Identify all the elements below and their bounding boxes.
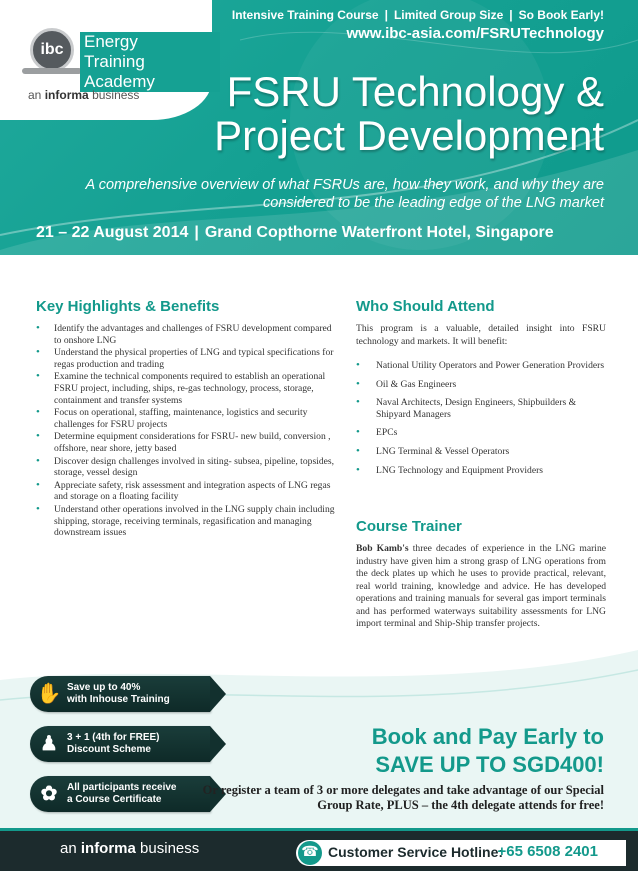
separator: | [194, 224, 199, 241]
informa-prefix: an [28, 88, 42, 102]
list-item: • LNG Technology and Equipment Providers [356, 465, 606, 477]
logo-line-2: Training Academy [80, 52, 220, 92]
list-item: • Examine the technical components required to establish an operational FSRU project, including, ships, re-gas technology, process, storage, containment and transfer systems [36, 371, 336, 406]
title-line-1: FSRU Technology & [226, 68, 604, 115]
hotline-panel[interactable] [296, 840, 626, 866]
list-item: • Understand the physical properties of LNG and typical specifications for regas production and trading [36, 347, 336, 370]
event-venue: Grand Copthorne Waterfront Hotel, Singapore [204, 224, 554, 241]
header-banner [0, 0, 638, 255]
trainer-bio-text: three decades of experience in the LNG marine industry have given him a strong grasp of LNG operations from the deck plates up which he uses to provide practical, relevant, real world training, knowledge and advice. He has developed operations and training manuals for several gas import terminals and has performed waterways suitability assessments for LNG import terminal and Ship-Ship transfer projects. [356, 543, 606, 629]
attend-intro: This program is a valuable, detailed insight into FSRU technology and markets. It will benefit: [356, 323, 606, 347]
ribbon-discount-scheme[interactable] [30, 726, 210, 762]
event-date-venue [36, 224, 554, 242]
highlights-heading: Key Highlights & Benefits [36, 298, 220, 315]
phone-icon: ☎ [298, 841, 322, 865]
list-item: • Naval Architects, Design Engineers, Shipbuilders & Shipyard Managers [356, 397, 606, 420]
trainer-heading: Course Trainer [356, 518, 462, 535]
course-url-link[interactable]: www.ibc-asia.com/FSRUTechnology [346, 25, 604, 42]
page-subtitle [44, 176, 604, 212]
highlights-list [36, 323, 336, 539]
informa-prefix: an [60, 840, 77, 857]
subtitle-line-2: considered to be the leading edge of the LNG market [263, 195, 604, 211]
title-line-2: Project Development [214, 112, 604, 159]
logo-line-1: Energy [80, 32, 220, 52]
list-item: • LNG Terminal & Vessel Operators [356, 446, 606, 458]
group-rate-text: Or register a team of 3 or more delegates and take advantage of our Special Group Rate, PLUS – the 4th delegate attends for free! [202, 783, 604, 812]
ribbon-text [67, 732, 210, 756]
separator: | [509, 8, 513, 22]
informa-brand: informa [44, 88, 89, 102]
list-item: • Focus on operational, staffing, maintenance, logistics and security challenges for FSRU projects [36, 407, 336, 430]
tagline-group-size: Limited Group Size [393, 8, 504, 22]
logo-panel [0, 0, 212, 120]
list-item: • National Utility Operators and Power Generation Providers [356, 360, 606, 372]
trainer-name: Bob Kamb's [356, 543, 409, 554]
tagline-intensive: Intensive Training Course [231, 8, 379, 22]
event-date: 21 – 22 August 2014 [36, 224, 189, 241]
ribbon-line-2: Discount Scheme [67, 744, 151, 755]
ribbon-line-2: a Course Certificate [67, 794, 162, 805]
list-item: • Understand other operations involved in the LNG supply chain including shipping, storage, receiving terminals, regasification and managing downstream issues [36, 504, 336, 539]
book-early-line-1: Book and Pay Early to [371, 724, 604, 749]
course-tagline [232, 8, 604, 22]
ribbon-course-certificate[interactable] [30, 776, 210, 812]
ribbon-line-1: All participants receive [67, 782, 177, 793]
trainer-bio [356, 543, 606, 631]
attend-list [356, 360, 606, 476]
list-item: • EPCs [356, 427, 606, 439]
ribbon-line-1: 3 + 1 (4th for FREE) [67, 732, 160, 743]
presenter-icon: ✋ [36, 683, 62, 705]
separator: | [384, 8, 388, 22]
footer-bar [0, 828, 638, 871]
tagline-book-early: So Book Early! [518, 8, 604, 22]
ribbon-line-1: Save up to 40% [67, 682, 141, 693]
informa-suffix: business [92, 88, 140, 102]
hotline-label: Customer Service Hotline: [328, 844, 504, 860]
list-item: • Identify the advantages and challenges of FSRU development compared to onshore LNG [36, 323, 336, 346]
hotline-number[interactable]: +65 6508 2401 [497, 843, 598, 860]
book-early-banner [372, 723, 604, 779]
logo-base-bar [22, 68, 82, 74]
ribbon-line-2: with Inhouse Training [67, 694, 170, 705]
ibc-logo-icon: ibc [30, 28, 74, 72]
trainer-section [356, 518, 606, 643]
list-item: • Oil & Gas Engineers [356, 379, 606, 391]
highlights-section [36, 298, 336, 540]
footer-informa-tagline [60, 840, 199, 857]
certificate-icon: ✿ [40, 783, 58, 805]
logo-text [80, 32, 220, 92]
attend-section [356, 298, 606, 483]
list-item: • Discover design challenges involved in siting- subsea, pipeline, topsides, storage, vessel design [36, 456, 336, 479]
informa-brand: informa [80, 840, 136, 857]
page-title [214, 70, 604, 158]
subtitle-line-1: A comprehensive overview of what FSRUs are, how they work, and why they are [85, 177, 604, 193]
list-item: • Appreciate safety, risk assessment and integration aspects of LNG regas and storage on a floating facility [36, 480, 336, 503]
ribbon-text [67, 682, 210, 706]
book-early-line-2: SAVE UP TO SGD400! [375, 752, 604, 777]
informa-tagline [28, 88, 139, 102]
list-item: • Determine equipment considerations for FSRU- new build, conversion , offshore, near shore, jetty based [36, 431, 336, 454]
informa-suffix: business [140, 840, 200, 857]
group-icon: ♟ [40, 733, 58, 755]
attend-heading: Who Should Attend [356, 298, 495, 315]
ribbon-inhouse-training[interactable] [30, 676, 210, 712]
